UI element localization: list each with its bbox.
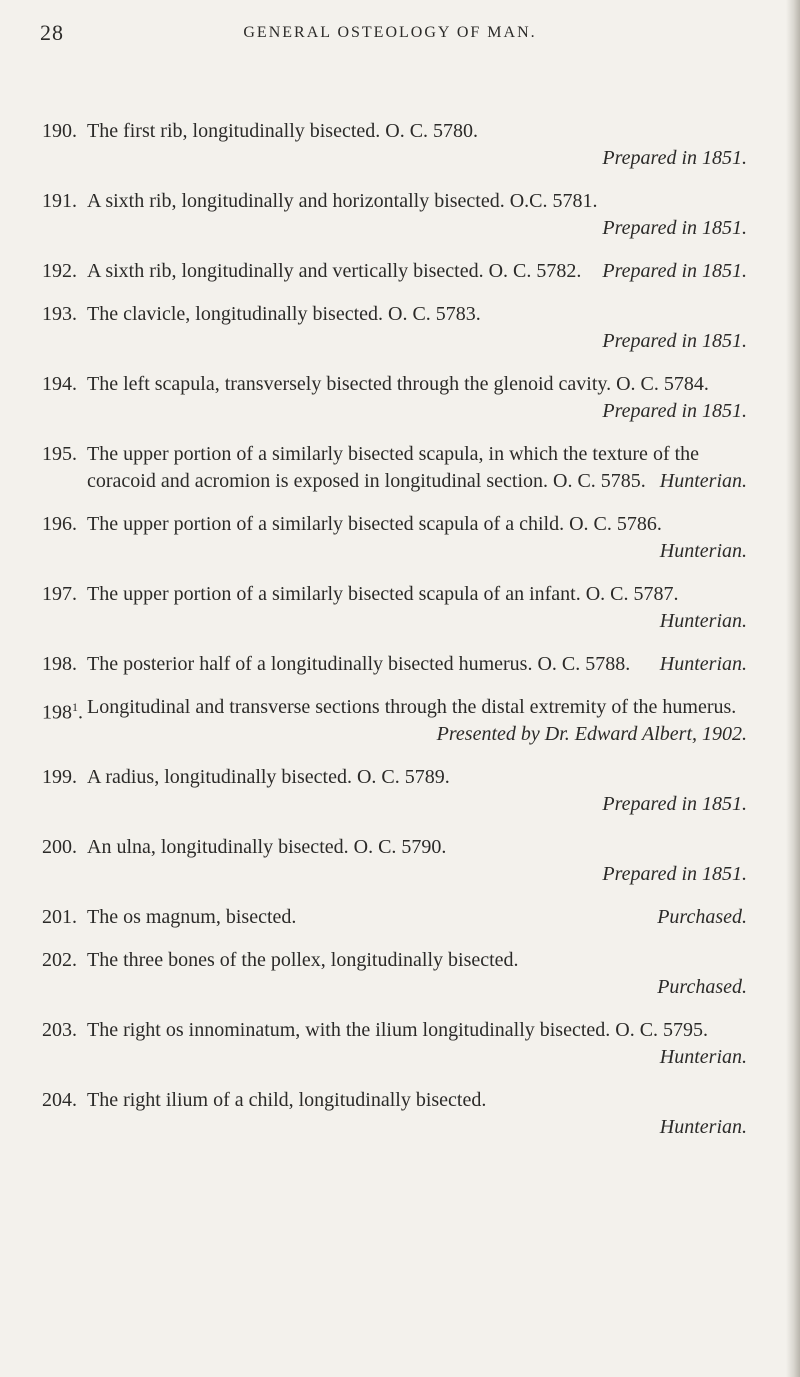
page-number: 28	[40, 20, 64, 45]
entry-number	[42, 371, 77, 398]
entry-number-text: 201.	[42, 906, 77, 928]
entry-provenance: Prepared in 1851.	[602, 147, 747, 169]
catalogue-entry	[42, 694, 747, 748]
entry-provenance: Prepared in 1851.	[602, 400, 747, 422]
entry-description: The clavicle, longitudinally bisected. O. C. 5783.	[87, 303, 481, 325]
entry-provenance: Hunterian.	[659, 470, 747, 492]
entry-number	[42, 258, 77, 285]
entry-description: The posterior half of a longitudinally bisected humerus. O. C. 5788.	[87, 653, 631, 675]
entry-number	[42, 904, 77, 931]
entry-number	[42, 651, 77, 678]
catalogue-entry	[42, 651, 747, 678]
entry-number: $198^1$.	[42, 700, 83, 724]
entry-description: A sixth rib, longitudinally and vertically bisected. O. C. 5782.	[87, 260, 582, 282]
entry-number	[42, 764, 77, 791]
entry-number-text: 192.	[42, 260, 77, 282]
catalogue-entry	[42, 1017, 747, 1071]
entry-number-text: 200.	[42, 836, 77, 858]
entry-number-text: 199.	[42, 766, 77, 788]
entry-description: The upper portion of a similarly bisected scapula of a child. O. C. 5786.	[87, 513, 662, 535]
entry-provenance: Prepared in 1851.	[602, 330, 747, 352]
catalogue-entry	[42, 834, 747, 888]
entry-provenance: Purchased.	[657, 906, 747, 928]
entry-description: The os magnum, bisected.	[87, 906, 297, 928]
entry-number-text: 191.	[42, 190, 77, 212]
catalogue-entry	[42, 441, 747, 495]
entry-provenance: Hunterian.	[659, 610, 747, 632]
entry-provenance: Hunterian.	[659, 1116, 747, 1138]
entry-number-text: 193.	[42, 303, 77, 325]
catalogue-entry	[42, 188, 747, 242]
entry-description: Longitudinal and transverse sections through the distal extremity of the humerus.	[87, 696, 737, 718]
entry-number-text: 195.	[42, 443, 77, 465]
catalogue-entry	[42, 118, 747, 172]
catalogue-entry	[42, 371, 747, 425]
entry-description: A radius, longitudinally bisected. O. C. 5789.	[87, 766, 450, 788]
catalogue-entry	[42, 764, 747, 818]
entry-number-text: 197.	[42, 583, 77, 605]
entry-number-superscript: 1	[72, 700, 78, 714]
entry-number	[42, 301, 77, 328]
entry-number-text: 196.	[42, 513, 77, 535]
entry-provenance: Hunterian.	[659, 653, 747, 675]
entry-description: An ulna, longitudinally bisected. O. C. 5790.	[87, 836, 447, 858]
entry-description: The right ilium of a child, longitudinally bisected.	[87, 1089, 487, 1111]
catalogue-entry	[42, 301, 747, 355]
catalogue-entry	[42, 258, 747, 285]
entry-number-text: 198	[42, 701, 72, 724]
entry-provenance: Prepared in 1851.	[602, 793, 747, 815]
entry-provenance: Hunterian.	[659, 540, 747, 562]
page-header	[40, 20, 740, 50]
catalogue-entry	[42, 904, 747, 931]
entry-provenance: Hunterian.	[659, 1046, 747, 1068]
entry-number	[42, 581, 77, 608]
entry-provenance: Prepared in 1851.	[602, 260, 747, 282]
entry-description: The upper portion of a similarly bisected scapula of an infant. O. C. 5787.	[87, 583, 679, 605]
entry-number-text: 203.	[42, 1019, 77, 1041]
entry-number	[42, 441, 77, 468]
entry-number	[42, 118, 77, 145]
entry-number	[42, 188, 77, 215]
entry-number	[42, 834, 77, 861]
catalogue-entries	[42, 118, 747, 1157]
entry-description: The three bones of the pollex, longitudinally bisected.	[87, 949, 519, 971]
entry-number	[42, 1017, 77, 1044]
entry-description: The left scapula, transversely bisected through the glenoid cavity. O. C. 5784.	[87, 373, 709, 395]
entry-number-text: 198.	[42, 653, 77, 675]
entry-number-text: 194.	[42, 373, 77, 395]
entry-description: The right os innominatum, with the ilium longitudinally bisected. O. C. 5795.	[87, 1019, 709, 1041]
catalogue-entry	[42, 1087, 747, 1141]
entry-provenance: Presented by Dr. Edward Albert, 1902.	[436, 723, 747, 745]
entry-provenance: Purchased.	[657, 976, 747, 998]
entry-provenance: Prepared in 1851.	[602, 863, 747, 885]
running-head: GENERAL OSTEOLOGY OF MAN.	[243, 24, 537, 41]
entry-description: A sixth rib, longitudinally and horizontally bisected. O.C. 5781.	[87, 190, 598, 212]
entry-number	[42, 1087, 77, 1114]
entry-description: The first rib, longitudinally bisected. O. C. 5780.	[87, 120, 479, 142]
page-edge-shadow	[786, 0, 800, 1377]
catalogue-entry	[42, 511, 747, 565]
entry-number	[42, 511, 77, 538]
entry-provenance: Prepared in 1851.	[602, 217, 747, 239]
entry-number-text: 202.	[42, 949, 77, 971]
catalogue-entry	[42, 947, 747, 1001]
catalogue-entry	[42, 581, 747, 635]
entry-number	[42, 947, 77, 974]
entry-number-text: 204.	[42, 1089, 77, 1111]
entry-description: The upper portion of a similarly bisected scapula, in which the texture of the coracoid and acromion is exposed in longitudinal section. O. C. 5785.	[87, 443, 700, 492]
entry-number-text: 190.	[42, 120, 77, 142]
